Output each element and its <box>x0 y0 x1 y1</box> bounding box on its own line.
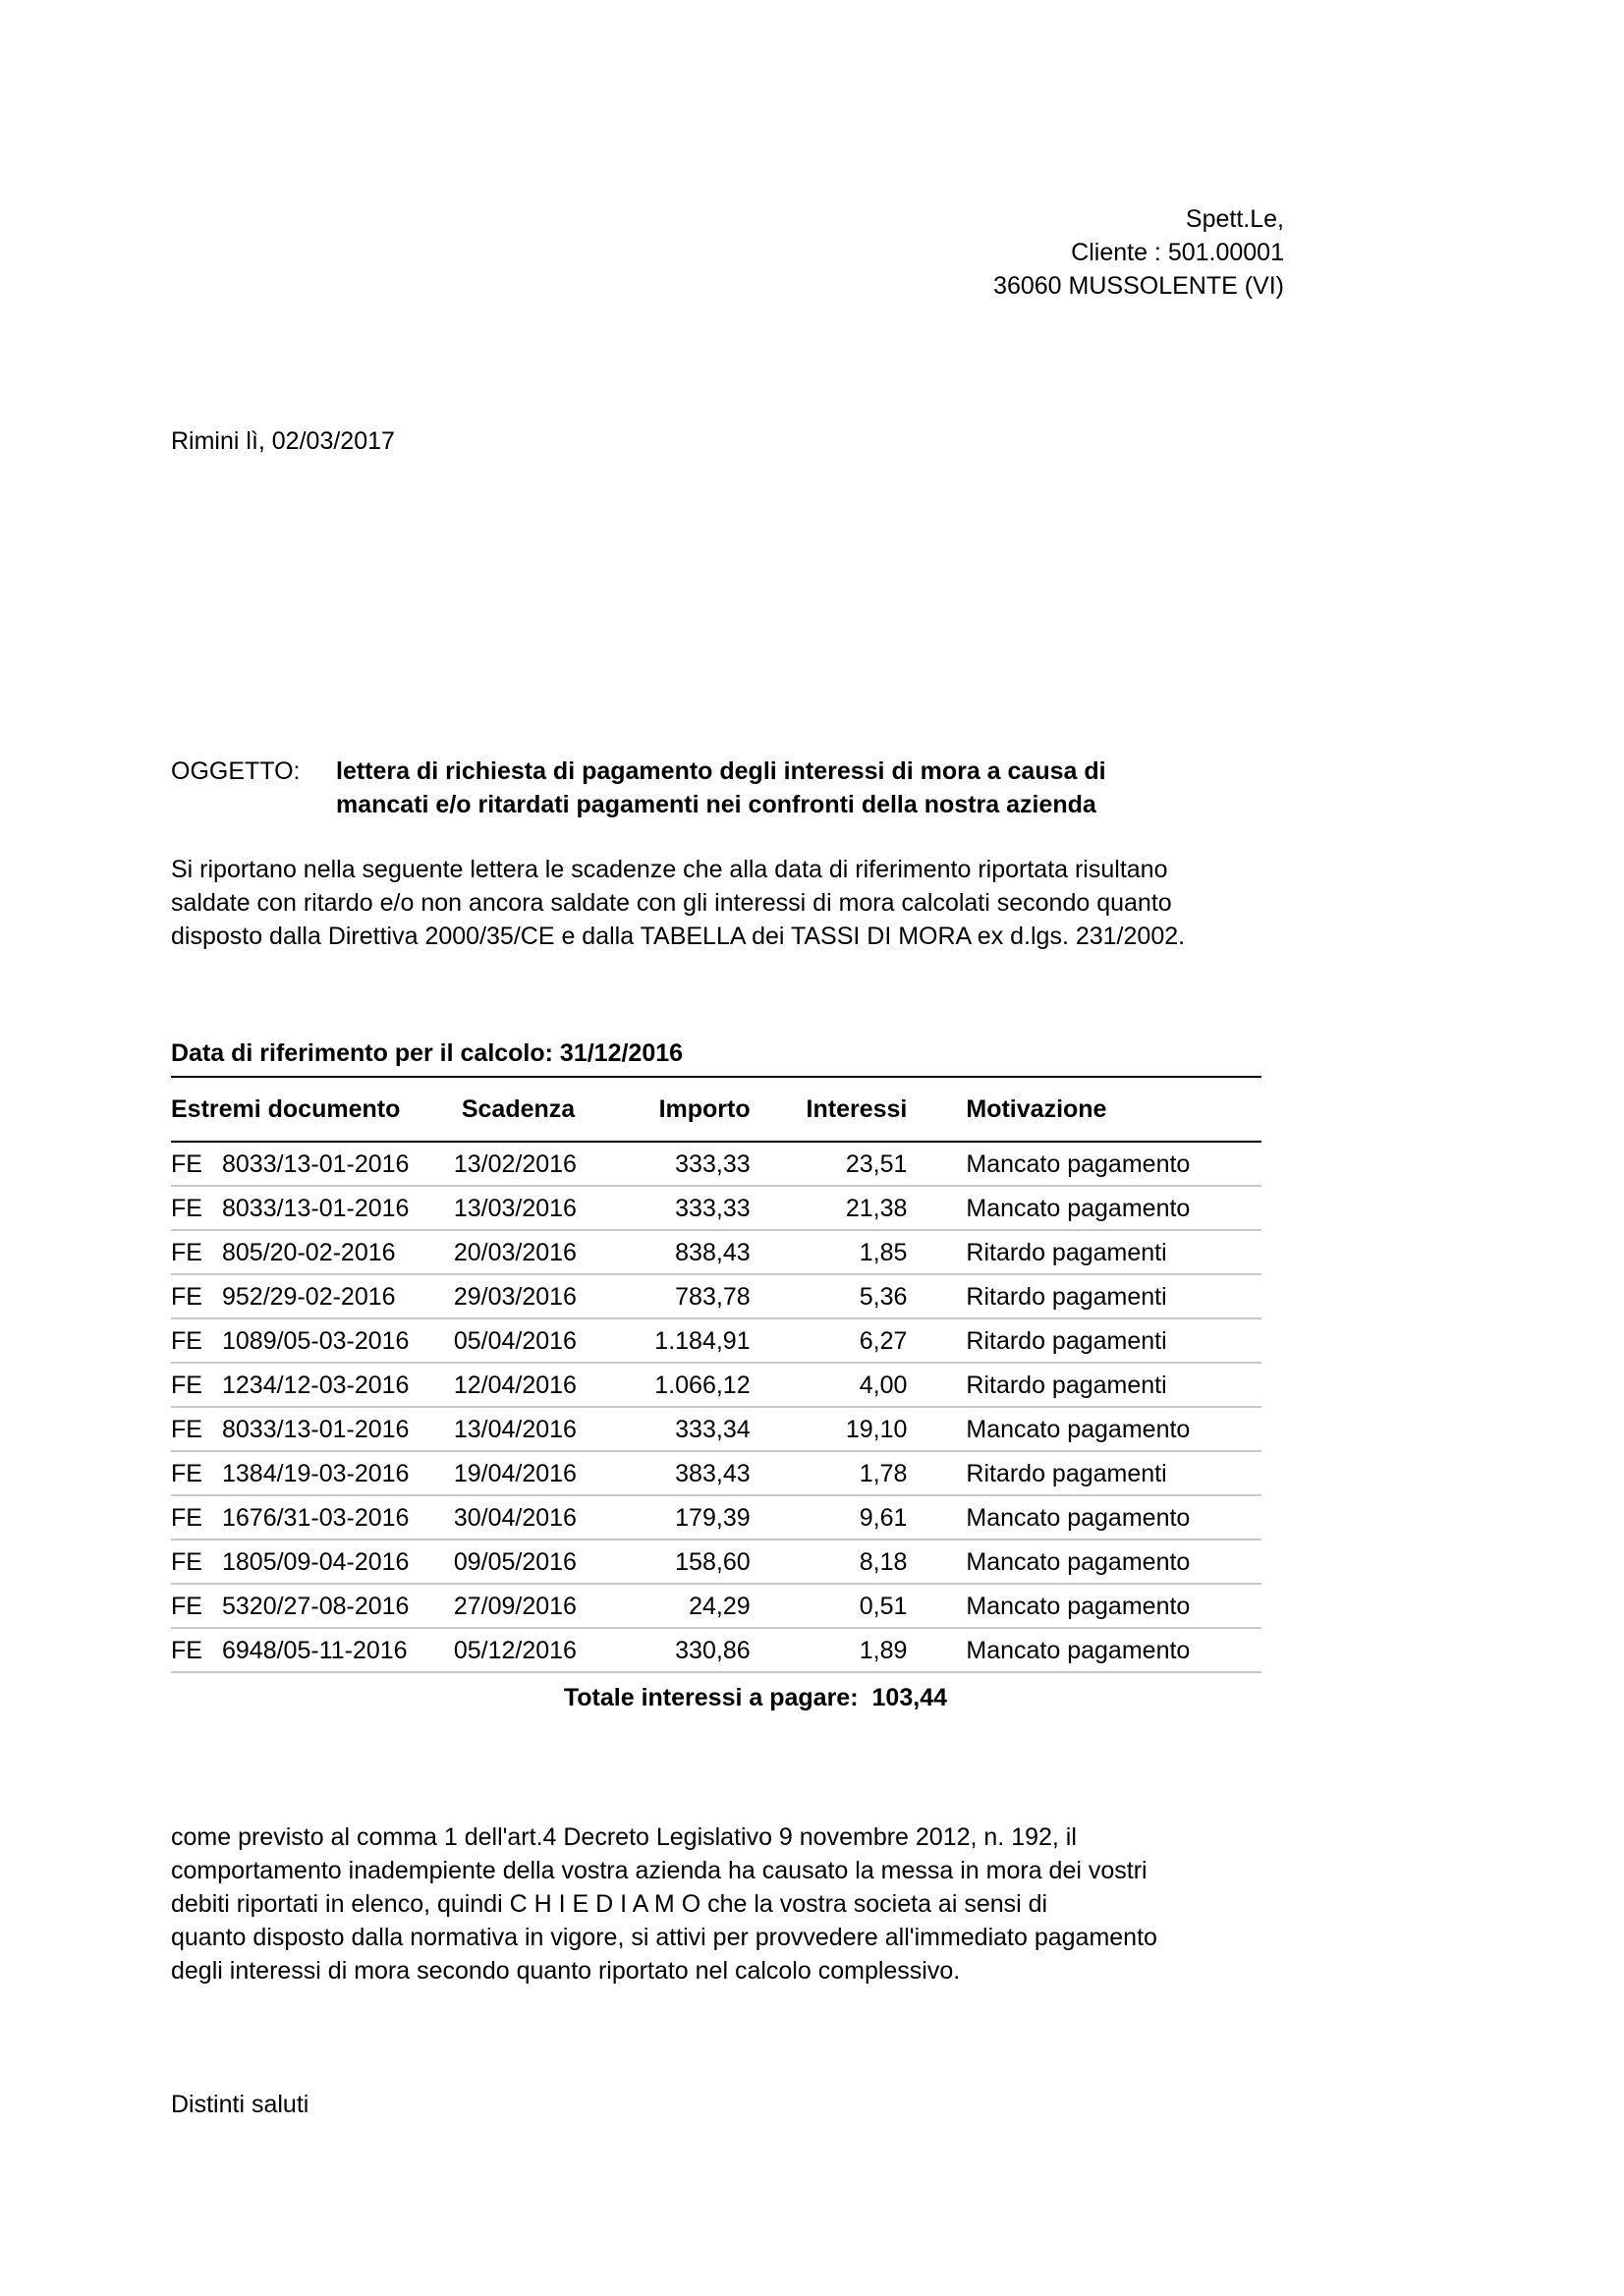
cell-amount: 333,33 <box>594 1186 751 1230</box>
cell-due-date: 05/04/2016 <box>454 1318 594 1363</box>
cell-document <box>171 1186 454 1230</box>
subject-line: mancati e/o ritardati pagamenti nei confronti della nostra azienda <box>336 791 1096 818</box>
table-row <box>171 1142 1261 1186</box>
doc-type: FE <box>171 1547 202 1576</box>
cell-amount: 1.066,12 <box>594 1363 751 1407</box>
doc-number: 1234/12-03-2016 <box>222 1371 410 1399</box>
cell-due-date: 09/05/2016 <box>454 1540 594 1584</box>
cell-document <box>171 1274 454 1318</box>
cell-document <box>171 1584 454 1628</box>
table-body <box>171 1142 1261 1672</box>
cell-amount: 158,60 <box>594 1540 751 1584</box>
subject-block <box>171 755 1220 821</box>
cell-amount: 383,43 <box>594 1451 751 1495</box>
cell-reason: Mancato pagamento <box>907 1186 1261 1230</box>
cell-interest: 1,85 <box>751 1230 908 1274</box>
cell-reason: Mancato pagamento <box>907 1628 1261 1672</box>
intro-line: disposto dalla Direttiva 2000/35/CE e dalla TABELLA dei TASSI DI MORA ex d.lgs. 231/2002. <box>171 923 1186 950</box>
reference-date: Data di riferimento per il calcolo: 31/12/2016 <box>171 1036 1261 1078</box>
intro-paragraph <box>171 853 1350 953</box>
cell-document <box>171 1142 454 1186</box>
cell-amount: 333,33 <box>594 1142 751 1186</box>
total-label: Totale interessi a pagare: <box>563 1683 859 1711</box>
table-row <box>171 1407 1261 1451</box>
cell-reason: Mancato pagamento <box>907 1407 1261 1451</box>
header-due-date: Scadenza <box>454 1078 594 1142</box>
doc-number: 1676/31-03-2016 <box>222 1503 410 1532</box>
cell-amount: 333,34 <box>594 1407 751 1451</box>
doc-type: FE <box>171 1592 202 1620</box>
cell-reason: Mancato pagamento <box>907 1495 1261 1540</box>
cell-amount: 1.184,91 <box>594 1318 751 1363</box>
doc-type: FE <box>171 1503 202 1532</box>
cell-document <box>171 1318 454 1363</box>
closing-line: quanto disposto dalla normativa in vigore, si attivi per provvedere all'immediato pagamento <box>171 1924 1157 1951</box>
table-row <box>171 1628 1261 1672</box>
closing-line: come previsto al comma 1 dell'art.4 Decreto Legislativo 9 novembre 2012, n. 192, il <box>171 1823 1077 1851</box>
cell-document <box>171 1495 454 1540</box>
cell-reason: Mancato pagamento <box>907 1142 1261 1186</box>
cell-due-date: 30/04/2016 <box>454 1495 594 1540</box>
table-header-row <box>171 1078 1261 1142</box>
table-row <box>171 1540 1261 1584</box>
cell-document <box>171 1407 454 1451</box>
cell-due-date: 05/12/2016 <box>454 1628 594 1672</box>
cell-interest: 23,51 <box>751 1142 908 1186</box>
intro-line: Si riportano nella seguente lettera le scadenze che alla data di riferimento riportata risultano <box>171 856 1168 883</box>
cell-amount: 179,39 <box>594 1495 751 1540</box>
cell-document <box>171 1451 454 1495</box>
cell-due-date: 13/02/2016 <box>454 1142 594 1186</box>
doc-number: 1805/09-04-2016 <box>222 1547 410 1576</box>
cell-interest: 8,18 <box>751 1540 908 1584</box>
table-row <box>171 1495 1261 1540</box>
doc-number: 8033/13-01-2016 <box>222 1149 410 1178</box>
cell-interest: 9,61 <box>751 1495 908 1540</box>
subject-label: OGGETTO: <box>171 757 301 785</box>
recipient-block <box>993 202 1284 303</box>
cell-reason: Ritardo pagamenti <box>907 1363 1261 1407</box>
doc-type: FE <box>171 1326 202 1355</box>
doc-type: FE <box>171 1282 202 1311</box>
cell-document <box>171 1363 454 1407</box>
cell-reason: Ritardo pagamenti <box>907 1451 1261 1495</box>
closing-greeting: Distinti saluti <box>171 2091 309 2118</box>
recipient-salutation: Spett.Le, <box>1185 205 1284 233</box>
table-row <box>171 1186 1261 1230</box>
cell-document <box>171 1230 454 1274</box>
cell-interest: 19,10 <box>751 1407 908 1451</box>
doc-type: FE <box>171 1371 202 1399</box>
closing-paragraph <box>171 1820 1350 1988</box>
cell-interest: 1,89 <box>751 1628 908 1672</box>
cell-due-date: 27/09/2016 <box>454 1584 594 1628</box>
header-reason: Motivazione <box>907 1078 1261 1142</box>
closing-line: comportamento inadempiente della vostra azienda ha causato la messa in mora dei vostri <box>171 1857 1148 1884</box>
table-row <box>171 1363 1261 1407</box>
cell-amount: 24,29 <box>594 1584 751 1628</box>
closing-line: debiti riportati in elenco, quindi C H I E D I A M O che la vostra societa ai sensi di <box>171 1890 1048 1918</box>
header-amount: Importo <box>594 1078 751 1142</box>
intro-line: saldate con ritardo e/o non ancora saldate con gli interessi di mora calcolati secondo quanto <box>171 889 1172 917</box>
doc-type: FE <box>171 1194 202 1222</box>
table-row <box>171 1274 1261 1318</box>
total-value: 103,44 <box>871 1683 947 1711</box>
cell-reason: Ritardo pagamenti <box>907 1318 1261 1363</box>
table-row <box>171 1318 1261 1363</box>
subject-text <box>336 755 1220 821</box>
interest-table <box>171 1078 1261 1673</box>
cell-interest: 6,27 <box>751 1318 908 1363</box>
doc-type: FE <box>171 1415 202 1443</box>
cell-due-date: 20/03/2016 <box>454 1230 594 1274</box>
table-row <box>171 1230 1261 1274</box>
cell-reason: Mancato pagamento <box>907 1584 1261 1628</box>
doc-number: 8033/13-01-2016 <box>222 1194 410 1222</box>
header-interest: Interessi <box>751 1078 908 1142</box>
cell-amount: 330,86 <box>594 1628 751 1672</box>
doc-number: 6948/05-11-2016 <box>222 1636 408 1664</box>
cell-document <box>171 1540 454 1584</box>
subject-line: lettera di richiesta di pagamento degli interessi di mora a causa di <box>336 757 1106 785</box>
cell-interest: 4,00 <box>751 1363 908 1407</box>
cell-due-date: 13/03/2016 <box>454 1186 594 1230</box>
table-row <box>171 1451 1261 1495</box>
cell-reason: Ritardo pagamenti <box>907 1274 1261 1318</box>
doc-type: FE <box>171 1149 202 1178</box>
doc-number: 952/29-02-2016 <box>222 1282 396 1311</box>
doc-number: 1384/19-03-2016 <box>222 1459 410 1487</box>
recipient-client-code: Cliente : 501.00001 <box>1071 239 1284 266</box>
doc-number: 1089/05-03-2016 <box>222 1326 410 1355</box>
cell-due-date: 13/04/2016 <box>454 1407 594 1451</box>
cell-due-date: 29/03/2016 <box>454 1274 594 1318</box>
doc-type: FE <box>171 1238 202 1266</box>
cell-interest: 5,36 <box>751 1274 908 1318</box>
closing-line: degli interessi di mora secondo quanto riportato nel calcolo complessivo. <box>171 1957 961 1985</box>
cell-document <box>171 1628 454 1672</box>
total-row <box>171 1673 947 1722</box>
cell-interest: 1,78 <box>751 1451 908 1495</box>
doc-type: FE <box>171 1459 202 1487</box>
table-row <box>171 1584 1261 1628</box>
doc-number: 5320/27-08-2016 <box>222 1592 410 1620</box>
cell-interest: 0,51 <box>751 1584 908 1628</box>
cell-reason: Ritardo pagamenti <box>907 1230 1261 1274</box>
cell-interest: 21,38 <box>751 1186 908 1230</box>
recipient-address: 36060 MUSSOLENTE (VI) <box>993 272 1284 300</box>
cell-amount: 838,43 <box>594 1230 751 1274</box>
header-document: Estremi documento <box>171 1078 454 1142</box>
doc-type: FE <box>171 1636 202 1664</box>
place-and-date: Rimini lì, 02/03/2017 <box>171 427 395 455</box>
cell-due-date: 19/04/2016 <box>454 1451 594 1495</box>
cell-due-date: 12/04/2016 <box>454 1363 594 1407</box>
doc-number: 8033/13-01-2016 <box>222 1415 410 1443</box>
interest-table-block <box>171 1036 1261 1722</box>
cell-amount: 783,78 <box>594 1274 751 1318</box>
doc-number: 805/20-02-2016 <box>222 1238 396 1266</box>
cell-reason: Mancato pagamento <box>907 1540 1261 1584</box>
